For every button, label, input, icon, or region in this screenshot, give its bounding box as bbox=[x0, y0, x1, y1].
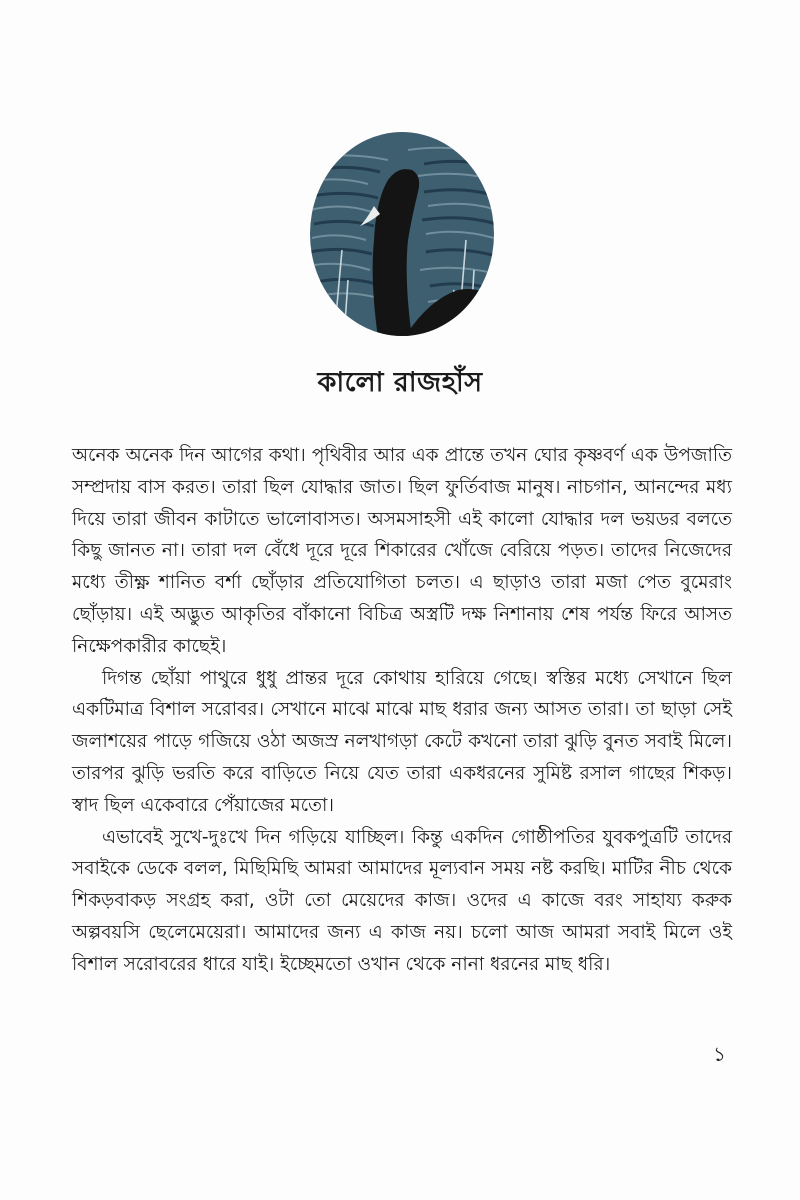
story-title: কালো রাজহাঁস bbox=[317, 367, 483, 398]
paragraph-2: দিগন্ত ছোঁয়া পাথুরে ধুধু প্রান্তর দূরে কোথায় হারিয়ে গেছে। স্বস্তির মধ্যে সেখানে ছিল একটিমাত্র বিশাল সরোবর। সেখানে মাঝে মাঝে মাছ ধরার জন্য আসত তারা। তা ছাড়া সেই জলাশয়ের পাড়ে গজিয়ে ওঠা অজস্র নলখাগড়া কেটে কখনো তারা ঝুড়ি বুনত সবাই মিলে। তারপর ঝুড়ি ভরতি করে বাড়িতে নিয়ে যেত তারা একধরনের সুমিষ্ট রসাল গাছের শিকড়। স্বাদ ছিল একেবারে পেঁয়াজের মতো। bbox=[72, 667, 732, 816]
page-number: ১ bbox=[713, 1042, 726, 1066]
paragraph-1: অনেক অনেক দিন আগের কথা। পৃথিবীর আর এক প্রান্তে তখন ঘোর কৃষ্ণবর্ণ এক উপজাতি সম্প্রদায় বাস করত। তারা ছিল যোদ্ধার জাত। ছিল ফুর্তিবাজ মানুষ। নাচগান, আনন্দের মধ্য দিয়ে তারা জীবন কাটাতে ভালোবাসত। অসমসাহসী এই কালো যোদ্ধার দল ভয়ডর বলতে কিছু জানত না। তারা দল বেঁধে দূরে দূরে শিকারের খোঁজে বেরিয়ে পড়ত। তাদের নিজেদের মধ্যে তীক্ষ্ণ শানিত বর্শা ছোঁড়ার প্রতিযোগিতা চলত। এ ছাড়াও তারা মজা পেত বুমেরাং ছোঁড়ায়। এই অদ্ভুত আকৃতির বাঁকানো বিচিত্র অস্ত্রটি দক্ষ নিশানায় শেষ পর্যন্ত ফিরে আসত নিক্ষেপকারীর কাছেই। bbox=[72, 445, 732, 657]
paragraph-3: এভাবেই সুখে-দুঃখে দিন গড়িয়ে যাচ্ছিল। কিন্তু একদিন গোষ্ঠীপতির যুবকপুত্রটি তাদের সবাইকে ডেকে বলল, মিছিমিছি আমরা আমাদের মূল্যবান সময় নষ্ট করছি। মাটির নীচ থেকে শিকড়বাকড় সংগ্রহ করা, ওটা তো মেয়েদের কাজ। ওদের এ কাজে বরং সাহায্য করুক অল্পবয়সি ছেলেমেয়েরা। আমাদের জন্য এ কাজ নয়। চলো আজ আমরা সবাই মিলে ওই বিশাল সরোবরের ধারে যাই। ইচ্ছেমতো ওখান থেকে নানা ধরনের মাছ ধরি। bbox=[72, 826, 732, 975]
story-body bbox=[72, 440, 732, 981]
black-swan-illustration bbox=[308, 130, 496, 338]
